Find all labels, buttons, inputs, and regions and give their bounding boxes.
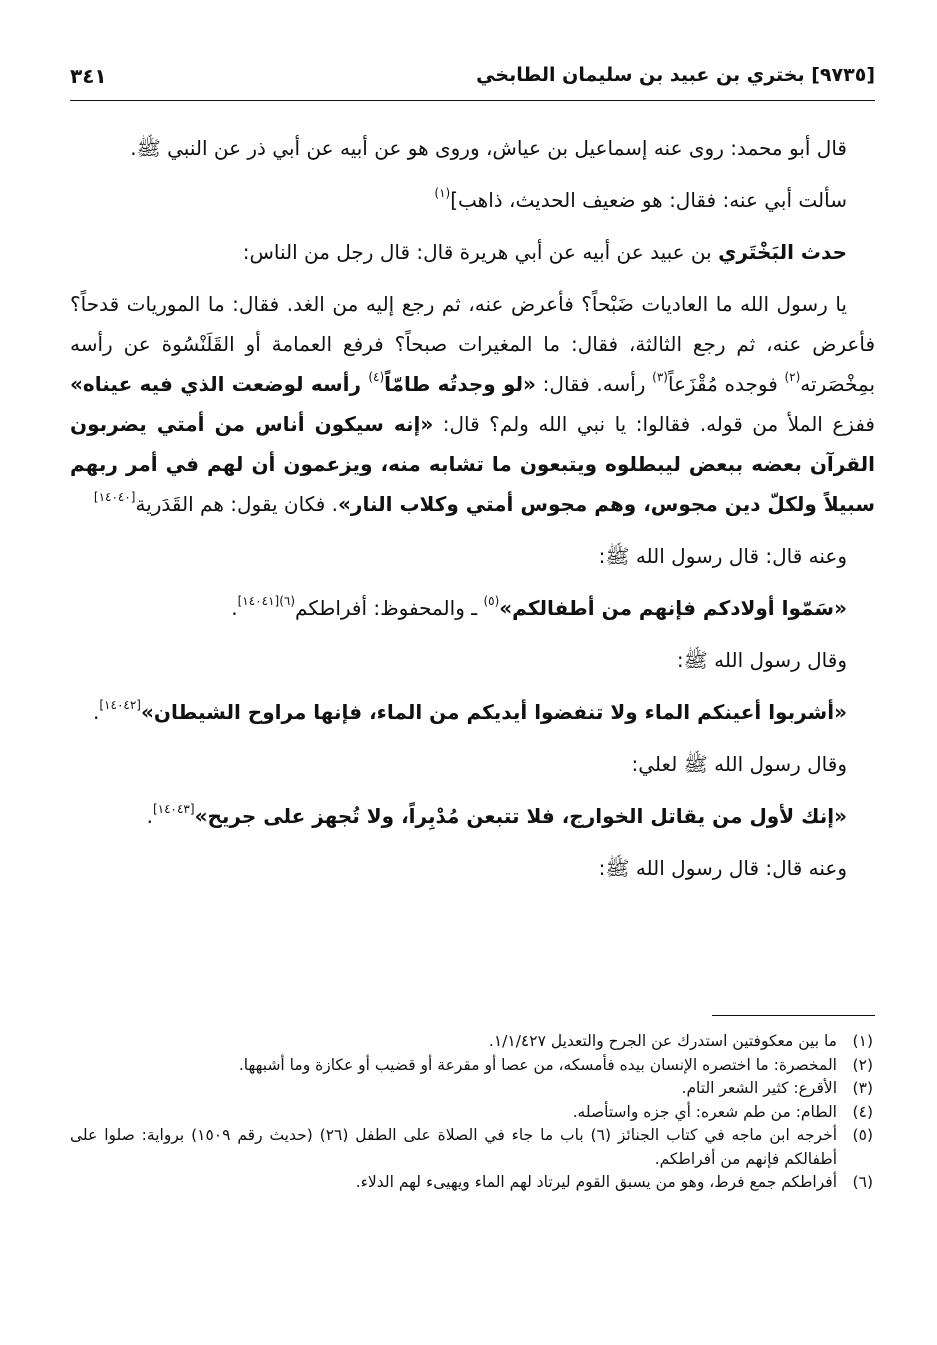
- hadith-number: [١٤٠٤٢]: [99, 698, 141, 712]
- page-header: [70, 58, 875, 98]
- page-number: ٣٤١: [70, 64, 107, 88]
- paragraph-8: «أشربوا أعينكم الماء ولا تنفضوا أيديكم من الماء، فإنها مراوح الشيطان»[١٤٠٤٢].: [93, 698, 847, 724]
- footnote: (٦) أفراطكم جمع فرط، وهو من يسبق القوم ليرتاد لهم الماء ويهيىء لهم الدلاء.: [355, 1173, 873, 1191]
- footnote-ref-4: (٤): [368, 370, 385, 384]
- footnote: (٥) أخرجه ابن ماجه في كتاب الجنائز (٦) باب ما جاء في الصلاة على الطفل (٢٦) (حديث رقم ١٥٠٩) برواية: صلوا على أطفالكم فإنهم من أفراطكم.: [70, 1126, 873, 1168]
- paragraph-2: سألت أبي عنه: فقال: هو ضعيف الحديث، ذاهب]$^{(١)}$: [434, 186, 847, 212]
- footnote-ref-5: (٥): [483, 594, 500, 608]
- footnotes: [70, 1030, 873, 1195]
- footnote: (٤) الطام: من طم شعره: أي جزه واستأصله.: [572, 1102, 873, 1121]
- paragraph-5: وعنه قال: قال رسول الله ﷺ:: [598, 544, 847, 568]
- footnote-rule: [712, 1015, 875, 1016]
- footnote-ref-6: (٦): [279, 594, 296, 608]
- paragraph-1: قال أبو محمد: روى عنه إسماعيل بن عياش، وروى هو عن أبيه عن أبي ذر عن النبي ﷺ.: [130, 136, 847, 160]
- footnote: (١) ما بين معكوفتين استدرك عن الجرح والتعديل ١/١/٤٢٧.: [488, 1032, 873, 1050]
- paragraph-6: «سَمّوا أولادكم فإنهم من أطفالكم»$^{(٥)}$ ـ والمحفوظ: أفراطكم$^{(٦)[١٤٠٤١]}$.: [231, 594, 847, 620]
- paragraph-7: وقال رسول الله ﷺ:: [676, 648, 847, 672]
- paragraph-4: يا رسول الله ما العاديات ضَبْحاً؟ فأعرض عنه، ثم رجع إليه من الغد. فقال: ما الموريات قدحاً؟ فأعرض عنه، ثم رجع الثالثة، فقال: ما المغيرات صبحاً؟ فرفع العمامة أو القَلَنْسُوة عن رأسه بمِخْصَرته$^{(٢)}$ فوجده مُقْزَعاً$^{(٣)}$ رأسه. فقال: «لو وجدتُه طامّاً$^{(٤)}$ رأسه لوضعت الذي فيه عيناه» ففزع الملأ من قوله. فقالوا: يا نبي الله ولم؟ قال: «إنه سيكون أناس من أمتي يضربون القرآن بعضه ببعض ليبطلوه ويتبعون ما تشابه منه، ويزعمون أن لهم في أمر ربهم سبيلاً ولكلّ دين مجوس، وهم مجوس أمتي وكلاب النار». فكان يقول: هم القَدَرية[١٤٠٤٠]: [70, 292, 876, 516]
- paragraph-9: وقال رسول الله ﷺ لعلي:: [631, 752, 847, 776]
- paragraph-10: «إنك لأول من يقاتل الخوارج، فلا تتبعن مُدْبِراً، ولا تُجهز على جريح»[١٤٠٤٣].: [146, 802, 847, 828]
- footnote: (٣) الأقرع: كثير الشعر التام.: [681, 1079, 873, 1097]
- hadith-number: [١٤٠٤٠]: [93, 490, 136, 504]
- hadith-number: [١٤٠٤٣]: [152, 802, 195, 816]
- footnote: (٢) المخصرة: ما اختصره الإنسان بيده فأمسكه، من عصا أو مقرعة أو قضيب أو عكازة وما أشبهها.: [238, 1055, 873, 1074]
- paragraph-11: وعنه قال: قال رسول الله ﷺ:: [598, 856, 847, 880]
- footnote-ref-1: (١): [434, 186, 451, 200]
- running-title: [٩٧٣٥] بختري بن عبيد بن سليمان الطابخي: [476, 64, 875, 86]
- paragraph-3: حدث البَخْتَري بن عبيد عن أبيه عن أبي هريرة قال: قال رجل من الناس:: [242, 240, 847, 264]
- hadith-number: [١٤٠٤١]: [237, 594, 280, 608]
- footnote-ref-3: (٣): [652, 370, 668, 384]
- header-rule: [70, 100, 875, 101]
- main-text: [70, 128, 875, 888]
- hadith-intro: حدث البَخْتَري: [718, 240, 847, 264]
- footnote-ref-2: (٢): [784, 370, 801, 384]
